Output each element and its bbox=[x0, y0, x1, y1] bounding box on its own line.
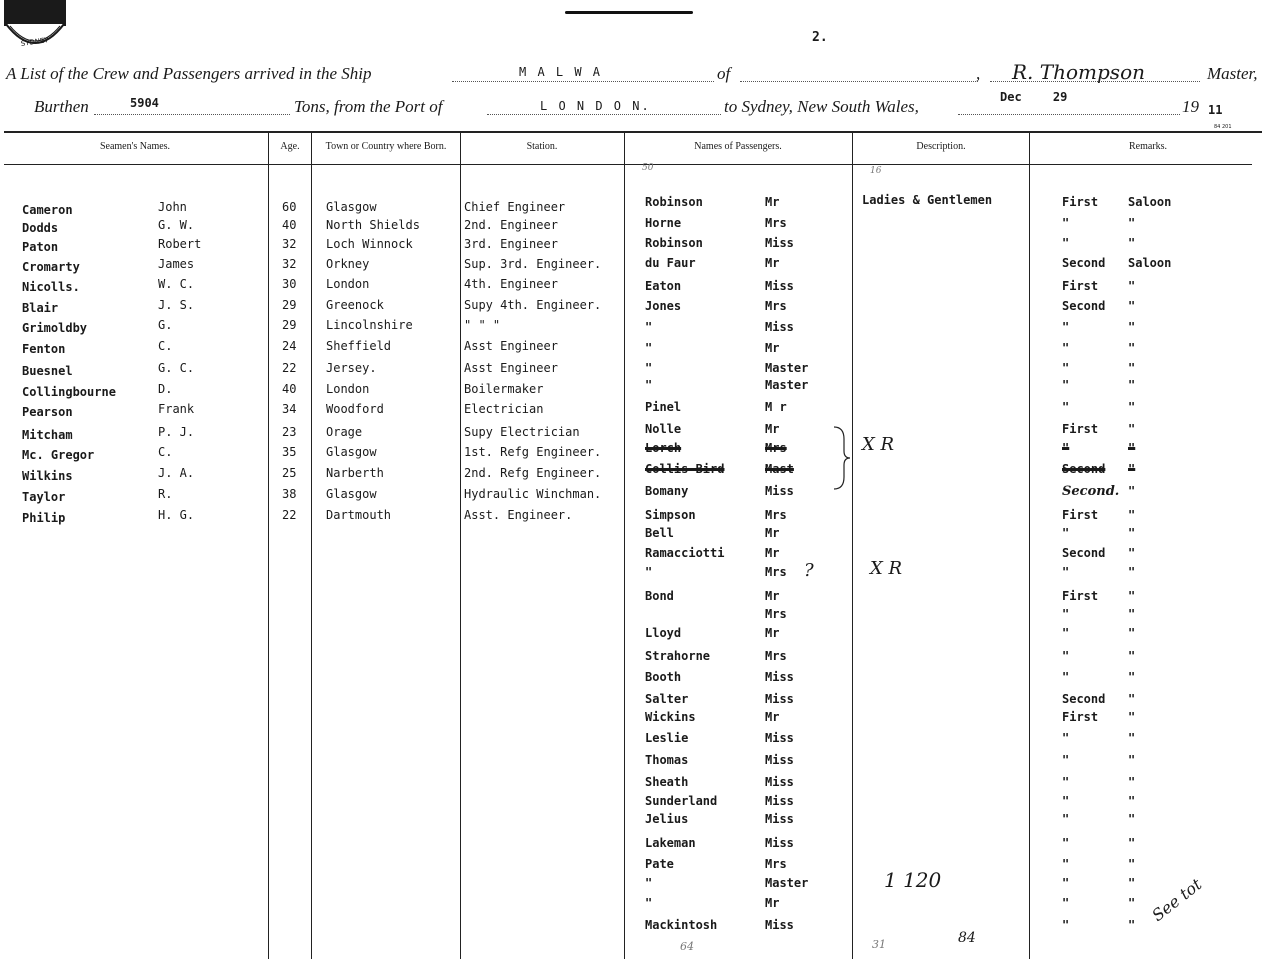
passenger-title: Miss bbox=[765, 794, 794, 808]
passenger-surname: Lloyd bbox=[645, 626, 682, 640]
year-suffix: 11 bbox=[1208, 103, 1223, 117]
annotation-mark-2: X R bbox=[870, 558, 903, 579]
passenger-surname: " bbox=[645, 876, 653, 890]
remark-accommodation: " bbox=[1128, 692, 1136, 706]
remark-class: " bbox=[1062, 216, 1070, 230]
passenger-title: Miss bbox=[765, 236, 794, 250]
crew-station: Hydraulic Winchman. bbox=[464, 487, 602, 501]
form-code: 84 201 bbox=[1214, 124, 1232, 130]
crew-surname: Fenton bbox=[22, 342, 66, 356]
crew-age: 40 bbox=[282, 382, 297, 396]
passenger-title: Mr bbox=[765, 422, 780, 436]
passenger-surname: Simpson bbox=[645, 508, 696, 522]
remark-class: Second bbox=[1062, 299, 1106, 313]
header-passengers: Names of Passengers. bbox=[694, 141, 782, 152]
crew-given-name: James bbox=[158, 257, 195, 271]
crew-age: 32 bbox=[282, 237, 297, 251]
passenger-surname: Horne bbox=[645, 216, 682, 230]
crew-given-name: G. W. bbox=[158, 218, 195, 232]
crew-surname: Dodds bbox=[22, 221, 59, 235]
col-divider-5 bbox=[852, 132, 853, 959]
passenger-title: Mrs bbox=[765, 857, 787, 871]
remark-class: First bbox=[1062, 710, 1099, 724]
passenger-title: Miss bbox=[765, 918, 794, 932]
crew-town: Dartmouth bbox=[326, 508, 392, 522]
crew-surname: Paton bbox=[22, 240, 59, 254]
crew-age: 29 bbox=[282, 318, 297, 332]
remark-accommodation: " bbox=[1128, 508, 1136, 522]
crew-station: 4th. Engineer bbox=[464, 277, 558, 291]
passenger-surname: Sheath bbox=[645, 775, 689, 789]
passenger-surname: Wickins bbox=[645, 710, 696, 724]
passenger-surname: " bbox=[645, 320, 653, 334]
header-station: Station. bbox=[526, 141, 558, 152]
remark-accommodation: " bbox=[1128, 812, 1136, 826]
col-divider-2 bbox=[311, 132, 312, 959]
remark-class: " bbox=[1062, 775, 1070, 789]
passenger-title: Mr bbox=[765, 526, 780, 540]
remark-class: First bbox=[1062, 195, 1099, 209]
annotation-count: 1 120 bbox=[884, 868, 942, 892]
to-sydney-label: to Sydney, New South Wales, bbox=[724, 97, 919, 116]
crew-given-name: P. J. bbox=[158, 425, 195, 439]
crew-given-name: D. bbox=[158, 382, 173, 396]
passenger-title: Mr bbox=[765, 256, 780, 270]
crew-age: 24 bbox=[282, 339, 297, 353]
crew-town: Narberth bbox=[326, 466, 384, 480]
crew-age: 60 bbox=[282, 200, 297, 214]
header-description: Description. bbox=[916, 141, 966, 152]
remark-class: " bbox=[1062, 857, 1070, 871]
passenger-title: Mr bbox=[765, 546, 780, 560]
tonnage-dotline bbox=[94, 114, 290, 115]
crew-age: 38 bbox=[282, 487, 297, 501]
remark-class: " bbox=[1062, 649, 1070, 663]
crew-station: Boilermaker bbox=[464, 382, 544, 396]
remark-accommodation: " bbox=[1128, 607, 1136, 621]
remark-class: " bbox=[1062, 896, 1070, 910]
crew-given-name: John bbox=[158, 200, 187, 214]
passenger-title: Miss bbox=[765, 836, 794, 850]
svg-text:SYDNEY: SYDNEY bbox=[20, 36, 50, 48]
annotation-top-2: 16 bbox=[870, 166, 882, 176]
crew-surname: Nicolls. bbox=[22, 280, 80, 294]
passenger-surname: Lakeman bbox=[645, 836, 696, 850]
passenger-title: Mr bbox=[765, 626, 780, 640]
passenger-title: Mrs bbox=[765, 565, 787, 579]
passenger-title: Mr bbox=[765, 195, 780, 209]
passenger-surname: Salter bbox=[645, 692, 689, 706]
crew-station: 1st. Refg Engineer. bbox=[464, 445, 602, 459]
remark-class: First bbox=[1062, 279, 1099, 293]
crew-age: 29 bbox=[282, 298, 297, 312]
tons-from-label: Tons, from the Port of bbox=[294, 97, 443, 116]
crew-station: Supy 4th. Engineer. bbox=[464, 298, 602, 312]
remark-class: First bbox=[1062, 589, 1099, 603]
remark-accommodation: " bbox=[1128, 836, 1136, 850]
header-remarks: Remarks. bbox=[1128, 141, 1168, 152]
crew-town: Jersey. bbox=[326, 361, 377, 375]
passenger-surname: Booth bbox=[645, 670, 682, 684]
remark-accommodation: " bbox=[1128, 649, 1136, 663]
burthen-label: Burthen bbox=[34, 97, 89, 116]
crew-surname: Pearson bbox=[22, 405, 73, 419]
remark-accommodation: " bbox=[1128, 896, 1136, 910]
passenger-title: Mrs bbox=[765, 441, 787, 455]
remark-class: Second. bbox=[1062, 484, 1120, 499]
passenger-title: Miss bbox=[765, 484, 794, 498]
remark-accommodation: " bbox=[1128, 441, 1136, 455]
passenger-surname: du Faur bbox=[645, 256, 696, 270]
annotation-top-1: 50 bbox=[642, 163, 654, 173]
tonnage: 5904 bbox=[130, 96, 159, 110]
remark-accommodation: " bbox=[1128, 857, 1136, 871]
remark-accommodation: " bbox=[1128, 670, 1136, 684]
crew-surname: Mc. Gregor bbox=[22, 448, 95, 462]
remark-class: Second bbox=[1062, 462, 1106, 476]
passenger-title: Mrs bbox=[765, 299, 787, 313]
remark-class: " bbox=[1062, 361, 1070, 375]
remark-accommodation: " bbox=[1128, 753, 1136, 767]
master-label: Master, bbox=[1207, 64, 1258, 83]
remark-accommodation: " bbox=[1128, 526, 1136, 540]
annotation-mark-1: X R bbox=[862, 434, 895, 455]
crew-given-name: R. bbox=[158, 487, 173, 501]
passenger-surname: Thomas bbox=[645, 753, 689, 767]
remark-accommodation: " bbox=[1128, 279, 1136, 293]
page-number: 2. bbox=[812, 30, 828, 45]
crew-station: 3rd. Engineer bbox=[464, 237, 558, 251]
crew-station: Asst. Engineer. bbox=[464, 508, 573, 522]
group-brace bbox=[830, 425, 854, 491]
header-age: Age. bbox=[280, 141, 300, 152]
crew-station: Asst Engineer bbox=[464, 339, 558, 353]
table-header-rule bbox=[4, 164, 1252, 165]
remark-class: " bbox=[1062, 607, 1070, 621]
crew-age: 40 bbox=[282, 218, 297, 232]
remark-accommodation: " bbox=[1128, 361, 1136, 375]
passenger-surname: Lorch bbox=[645, 441, 682, 455]
remark-accommodation: " bbox=[1128, 299, 1136, 313]
ship-name: M A L W A bbox=[519, 65, 603, 79]
passenger-title: Miss bbox=[765, 753, 794, 767]
passenger-title: Mrs bbox=[765, 216, 787, 230]
remark-class: " bbox=[1062, 753, 1070, 767]
port-name: L O N D O N. bbox=[540, 99, 651, 113]
date-dotline bbox=[958, 114, 1180, 115]
remark-accommodation: " bbox=[1128, 341, 1136, 355]
crew-age: 32 bbox=[282, 257, 297, 271]
crew-surname: Mitcham bbox=[22, 428, 73, 442]
annotation-question: ? bbox=[804, 560, 814, 581]
crew-given-name: Robert bbox=[158, 237, 202, 251]
passenger-surname: Jones bbox=[645, 299, 682, 313]
passenger-surname: Collis Bird bbox=[645, 462, 725, 476]
remark-accommodation: " bbox=[1128, 731, 1136, 745]
remark-class: " bbox=[1062, 876, 1070, 890]
remark-class: " bbox=[1062, 441, 1070, 455]
crew-surname: Wilkins bbox=[22, 469, 73, 483]
ship-dotline bbox=[452, 81, 714, 82]
remark-class: First bbox=[1062, 422, 1099, 436]
col-divider-6 bbox=[1029, 132, 1030, 959]
annotation-bottom-mid: 31 bbox=[872, 938, 886, 951]
passenger-title: M r bbox=[765, 400, 787, 414]
passenger-title: Miss bbox=[765, 670, 794, 684]
passenger-surname: Bomany bbox=[645, 484, 689, 498]
remark-accommodation: " bbox=[1128, 216, 1136, 230]
crew-town: Woodford bbox=[326, 402, 384, 416]
passenger-surname: Leslie bbox=[645, 731, 689, 745]
passenger-surname: Pinel bbox=[645, 400, 682, 414]
crew-town: Loch Winnock bbox=[326, 237, 413, 251]
description-text: Ladies & Gentlemen bbox=[862, 193, 993, 207]
passenger-title: Miss bbox=[765, 279, 794, 293]
date: Dec 29 bbox=[1000, 90, 1068, 104]
passenger-surname: Eaton bbox=[645, 279, 682, 293]
crew-surname: Blair bbox=[22, 301, 59, 315]
crew-surname: Collingbourne bbox=[22, 385, 116, 399]
passenger-title: Mrs bbox=[765, 607, 787, 621]
col-divider-4 bbox=[624, 132, 625, 959]
remark-class: " bbox=[1062, 565, 1070, 579]
master-signature: R. Thompson bbox=[1012, 60, 1145, 84]
passenger-title: Master bbox=[765, 361, 809, 375]
passenger-title: Mr bbox=[765, 896, 780, 910]
header-town: Town or Country where Born. bbox=[325, 141, 447, 152]
of-label: of bbox=[717, 64, 731, 83]
remark-class: " bbox=[1062, 812, 1070, 826]
remark-accommodation: " bbox=[1128, 462, 1136, 476]
annotation-see-tot: See tot bbox=[1148, 874, 1206, 925]
passenger-surname: Bond bbox=[645, 589, 674, 603]
crew-given-name: H. G. bbox=[158, 508, 195, 522]
remark-class: Second bbox=[1062, 256, 1106, 270]
crew-town: Orkney bbox=[326, 257, 370, 271]
crew-town: London bbox=[326, 382, 370, 396]
crew-station: 2nd. Refg Engineer. bbox=[464, 466, 602, 480]
remark-class: " bbox=[1062, 400, 1070, 414]
crew-town: Orage bbox=[326, 425, 363, 439]
remark-class: " bbox=[1062, 836, 1070, 850]
remark-class: First bbox=[1062, 508, 1099, 522]
passenger-surname: Jelius bbox=[645, 812, 689, 826]
crew-given-name: G. C. bbox=[158, 361, 195, 375]
crew-given-name: G. bbox=[158, 318, 173, 332]
crew-age: 22 bbox=[282, 361, 297, 375]
passenger-surname: Nolle bbox=[645, 422, 682, 436]
remark-class: " bbox=[1062, 794, 1070, 808]
remark-accommodation: " bbox=[1128, 918, 1136, 932]
crew-age: 23 bbox=[282, 425, 297, 439]
port-dotline bbox=[487, 114, 721, 115]
annotation-bottom-left: 64 bbox=[680, 940, 694, 953]
remark-accommodation: " bbox=[1128, 400, 1136, 414]
header-seamen: Seamen's Names. bbox=[99, 141, 171, 152]
passenger-title: Miss bbox=[765, 731, 794, 745]
passenger-surname: Robinson bbox=[645, 236, 703, 250]
table-top-rule bbox=[4, 131, 1262, 133]
passenger-surname: Robinson bbox=[645, 195, 703, 209]
crew-given-name: Frank bbox=[158, 402, 195, 416]
remark-class: " bbox=[1062, 731, 1070, 745]
remark-class: Second bbox=[1062, 692, 1106, 706]
passenger-surname: Ramacciotti bbox=[645, 546, 725, 560]
crew-given-name: J. A. bbox=[158, 466, 195, 480]
remark-accommodation: " bbox=[1128, 589, 1136, 603]
remark-accommodation: " bbox=[1128, 775, 1136, 789]
remark-class: " bbox=[1062, 341, 1070, 355]
remark-class: " bbox=[1062, 236, 1070, 250]
passenger-surname: Sunderland bbox=[645, 794, 718, 808]
passenger-surname: Bell bbox=[645, 526, 674, 540]
comma: , bbox=[976, 64, 981, 83]
crew-town: North Shields bbox=[326, 218, 420, 232]
passenger-title: Master bbox=[765, 876, 809, 890]
col-divider-1 bbox=[268, 132, 269, 959]
remark-accommodation: " bbox=[1128, 710, 1136, 724]
passenger-surname: " bbox=[645, 361, 653, 375]
passenger-title: Mrs bbox=[765, 508, 787, 522]
crew-age: 34 bbox=[282, 402, 297, 416]
remark-accommodation: " bbox=[1128, 626, 1136, 640]
passenger-surname: Mackintosh bbox=[645, 918, 718, 932]
passenger-title: Miss bbox=[765, 320, 794, 334]
crew-surname: Buesnel bbox=[22, 364, 73, 378]
crew-given-name: C. bbox=[158, 339, 173, 353]
passenger-title: Mast bbox=[765, 462, 794, 476]
passenger-title: Miss bbox=[765, 692, 794, 706]
remark-class: " bbox=[1062, 670, 1070, 684]
crew-station: Sup. 3rd. Engineer. bbox=[464, 257, 602, 271]
remark-accommodation: Saloon bbox=[1128, 195, 1172, 209]
remark-accommodation: " bbox=[1128, 236, 1136, 250]
passenger-title: Master bbox=[765, 378, 809, 392]
remark-class: " bbox=[1062, 626, 1070, 640]
crew-given-name: C. bbox=[158, 445, 173, 459]
remark-class: " bbox=[1062, 526, 1070, 540]
crew-town: Lincolnshire bbox=[326, 318, 413, 332]
crew-surname: Cromarty bbox=[22, 260, 80, 274]
crew-town: London bbox=[326, 277, 370, 291]
remark-class: " bbox=[1062, 320, 1070, 334]
crew-town: Sheffield bbox=[326, 339, 392, 353]
col-divider-3 bbox=[460, 132, 461, 959]
passenger-surname: Pate bbox=[645, 857, 674, 871]
passenger-surname: Strahorne bbox=[645, 649, 711, 663]
remark-accommodation: " bbox=[1128, 565, 1136, 579]
crew-given-name: J. S. bbox=[158, 298, 195, 312]
remark-class: Second bbox=[1062, 546, 1106, 560]
crew-surname: Grimoldby bbox=[22, 321, 88, 335]
remark-accommodation: " bbox=[1128, 378, 1136, 392]
crew-town: Glasgow bbox=[326, 200, 377, 214]
remark-class: " bbox=[1062, 378, 1070, 392]
crew-age: 25 bbox=[282, 466, 297, 480]
stamp-seal bbox=[4, 0, 66, 54]
annotation-bottom-right: 84 bbox=[958, 930, 976, 946]
crew-station: Asst Engineer bbox=[464, 361, 558, 375]
passenger-title: Mr bbox=[765, 589, 780, 603]
crew-town: Glasgow bbox=[326, 487, 377, 501]
crew-station: Chief Engineer bbox=[464, 200, 566, 214]
title-prefix: A List of the Crew and Passengers arrived in the Ship bbox=[6, 64, 372, 83]
passenger-title: Miss bbox=[765, 812, 794, 826]
remark-accommodation: " bbox=[1128, 484, 1136, 498]
crew-station: Supy Electrician bbox=[464, 425, 580, 439]
crew-age: 30 bbox=[282, 277, 297, 291]
crew-given-name: W. C. bbox=[158, 277, 195, 291]
passenger-surname: " bbox=[645, 341, 653, 355]
crew-surname: Philip bbox=[22, 511, 66, 525]
passenger-title: Miss bbox=[765, 775, 794, 789]
remark-accommodation: " bbox=[1128, 794, 1136, 808]
passenger-surname: " bbox=[645, 378, 653, 392]
passenger-surname: " bbox=[645, 896, 653, 910]
remark-accommodation: Saloon bbox=[1128, 256, 1172, 270]
crew-age: 22 bbox=[282, 508, 297, 522]
of-dotline bbox=[740, 81, 978, 82]
remark-accommodation: " bbox=[1128, 876, 1136, 890]
year-prefix: 19 bbox=[1182, 97, 1199, 116]
remark-accommodation: " bbox=[1128, 422, 1136, 436]
crew-town: Glasgow bbox=[326, 445, 377, 459]
top-mark bbox=[565, 11, 693, 14]
remark-accommodation: " bbox=[1128, 546, 1136, 560]
passenger-title: Mr bbox=[765, 710, 780, 724]
passenger-title: Mr bbox=[765, 341, 780, 355]
crew-age: 35 bbox=[282, 445, 297, 459]
passenger-title: Mrs bbox=[765, 649, 787, 663]
crew-station: 2nd. Engineer bbox=[464, 218, 558, 232]
passenger-surname: " bbox=[645, 565, 653, 579]
crew-station: " " " bbox=[464, 318, 501, 332]
remark-class: " bbox=[1062, 918, 1070, 932]
crew-station: Electrician bbox=[464, 402, 544, 416]
crew-surname: Taylor bbox=[22, 490, 66, 504]
crew-surname: Cameron bbox=[22, 203, 73, 217]
crew-town: Greenock bbox=[326, 298, 384, 312]
remark-accommodation: " bbox=[1128, 320, 1136, 334]
